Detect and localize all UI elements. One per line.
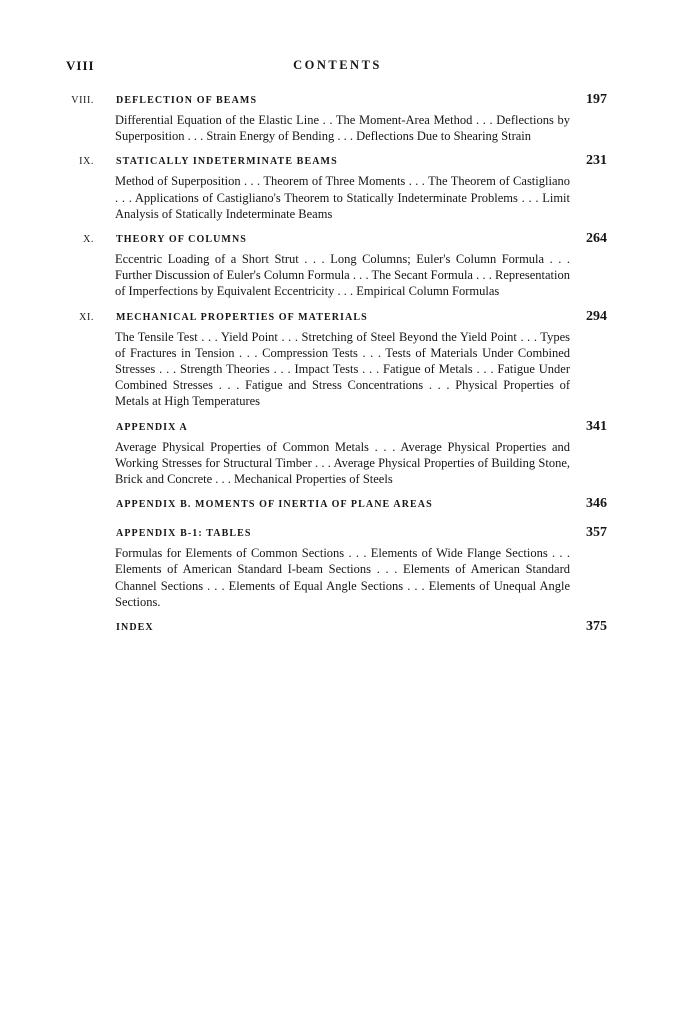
chapter-number: XI. [79, 311, 94, 323]
chapter-title: DEFLECTION OF BEAMS [116, 95, 258, 106]
chapter-number: X. [83, 234, 94, 246]
toc-entry-appendix-b[interactable] [66, 496, 610, 516]
running-title: CONTENTS [293, 58, 382, 72]
appendix-topics: Average Physical Properties of Common Metals . . . Average Physical Properties and Working Stresses for Structural Timber . . . Average Physical Properties of Building Stone, Brick and Concrete . . . Mechanical Properties of Steels [115, 439, 570, 487]
appendix-title: APPENDIX B-1: TABLES [116, 528, 252, 540]
page-number: 346 [586, 496, 607, 512]
appendix-topics: Formulas for Elements of Common Sections . . . Elements of Wide Flange Sections . . . Elements of American Standard I-beam Sections . . . Elements of American Standard Channel Sections . . . Elements of Equal Angle Sections . . . Elements of Unequal Angle Sections. [115, 546, 570, 609]
page-number: 197 [586, 92, 607, 107]
appendix-title: APPENDIX B. MOMENTS OF INERTIA OF PLANE AREAS [116, 499, 433, 511]
toc-entry-index[interactable] [66, 619, 610, 639]
toc-list [66, 92, 610, 648]
page-number: 294 [586, 308, 607, 324]
chapter-number: VIII. [71, 95, 94, 106]
toc-entry-chapter-8[interactable] [66, 92, 610, 144]
toc-entry-appendix-b1[interactable] [66, 525, 610, 610]
page-number: 341 [586, 418, 607, 434]
toc-entry-chapter-11[interactable] [66, 309, 610, 410]
toc-entry-appendix-a[interactable] [66, 419, 610, 488]
index-title: INDEX [116, 622, 154, 634]
page-number: 264 [586, 231, 607, 247]
chapter-number: IX. [79, 156, 94, 168]
chapter-topics: The Tensile Test . . . Yield Point . . . Stretching of Steel Beyond the Yield Point . . . Types of Fractures in Tension . . . Compression Tests . . . Tests of Materials Under Combined Stresses . . . Strength Theories . . . Impact Tests . . . Fatigue of Metals . . . Fatigue Under Combined Stresses . . . Fatigue and Stress Concentrations . . . Physical Properties of Metals at High Temperatures [115, 329, 570, 409]
page-number: 357 [586, 525, 607, 541]
chapter-title: STATICALLY INDETERMINATE BEAMS [116, 156, 338, 168]
appendix-title: APPENDIX A [116, 421, 188, 433]
chapter-topics: Eccentric Loading of a Short Strut . . . Long Columns; Euler's Column Formula . . . Further Discussion of Euler's Column Formula . . . The Secant Formula . . . Representation of Imperfections by Equivalent Eccentricity . . . Empirical Column Formulas [115, 252, 570, 299]
page-header [66, 58, 609, 78]
toc-entry-chapter-9[interactable] [66, 153, 610, 222]
chapter-topics: Method of Superposition . . . Theorem of Three Moments . . . The Theorem of Castigliano . . . Applications of Castigliano's Theorem to Statically Indeterminate Problems . . . Limit Analysis of Statically Indeterminate Beams [115, 174, 570, 221]
page-number: 231 [586, 153, 607, 169]
chapter-title: MECHANICAL PROPERTIES OF MATERIALS [116, 311, 368, 323]
page-folio: VIII [66, 58, 95, 73]
chapter-title: THEORY OF COLUMNS [116, 234, 247, 246]
toc-entry-chapter-10[interactable] [66, 231, 610, 300]
chapter-topics: Differential Equation of the Elastic Line . . The Moment-Area Method . . . Deflections by Superposition . . . Strain Energy of Bending . . . Deflections Due to Shearing Strain [115, 113, 570, 144]
page-number: 375 [586, 619, 607, 635]
